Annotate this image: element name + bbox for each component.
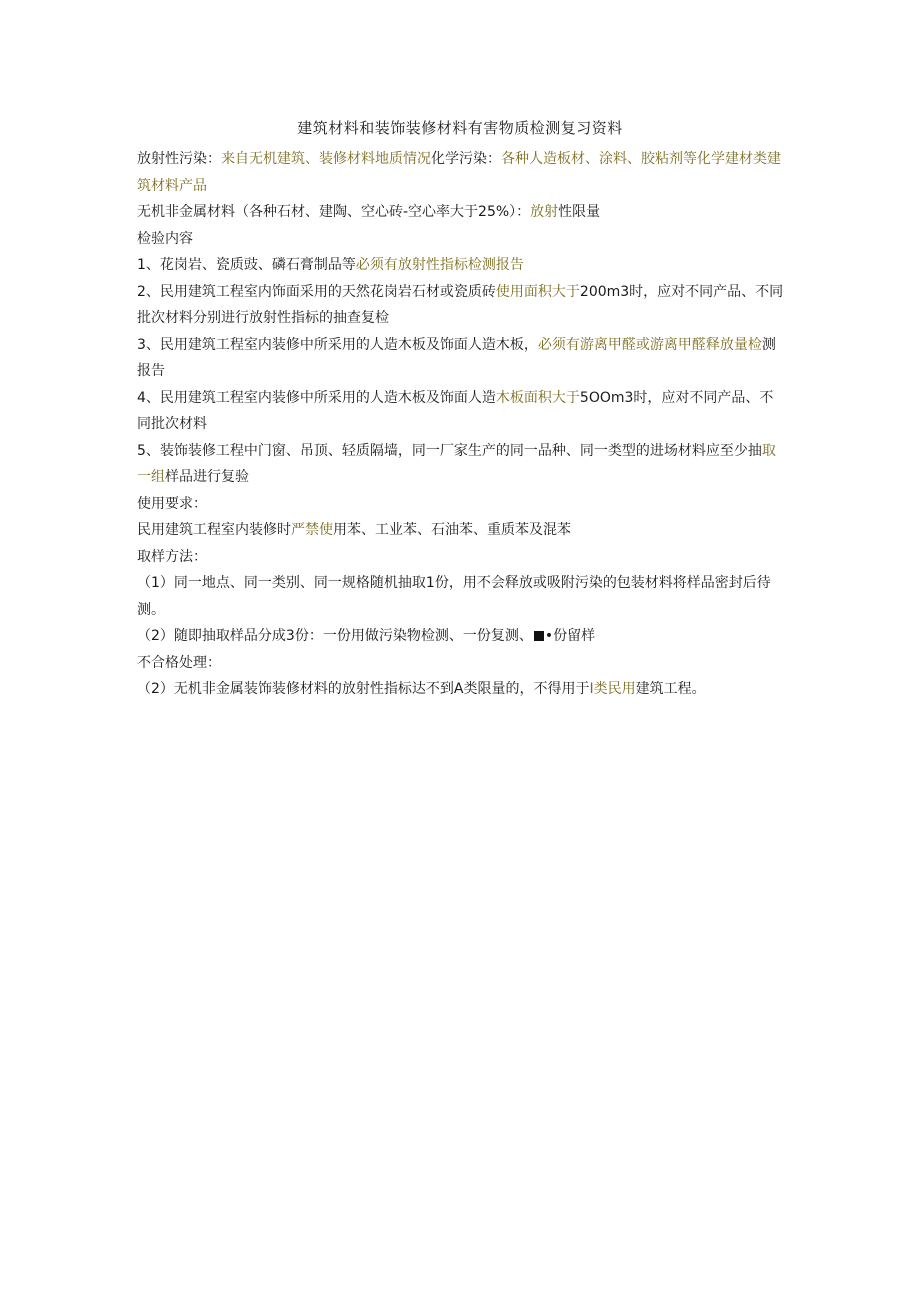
text-inorganic: 无机非金属材料（各种石材、建陶、空心砖-空心率大于25%）： xyxy=(137,204,531,220)
document-body xyxy=(137,146,787,703)
text-item-2a: 2、民用建筑工程室内饰面采用的天然花岗岩石材或瓷质砖 xyxy=(137,283,496,300)
highlight-item-3: 必须有游离甲醛或游离甲醛释放量检 xyxy=(537,336,762,353)
paragraph-usage xyxy=(137,517,787,544)
text-nonconformity-a: （2）无机非金属装饰装修材料的放射性指标达不到A类限量的，不得用于 xyxy=(137,681,590,697)
text-item-4b: 5OOm3时，应对不同产品、不同批次材料 xyxy=(137,389,774,432)
text-item-1: 1、花岗岩、瓷质豉、磷石膏制品等 xyxy=(137,257,356,273)
highlight-item-5: 取一组 xyxy=(137,442,776,485)
paragraph-radioactive-pollution xyxy=(137,146,787,199)
highlight-item-4: 木板面积大于 xyxy=(495,389,580,406)
highlight-nonconformity: I类民用 xyxy=(589,681,636,697)
text-sampling-2-end: •份留样 xyxy=(544,628,596,644)
paragraph-item-3 xyxy=(137,332,787,385)
heading-inspection-content: 检验内容 xyxy=(137,230,193,247)
text-usage-b: 用苯、工业苯、石油苯、重质苯及混苯 xyxy=(333,522,571,538)
highlight-radioactive: 放射 xyxy=(530,204,559,220)
highlight-item-1: 必须有放射性指标检测报告 xyxy=(355,257,524,273)
highlight-item-2: 使用面积大于 xyxy=(495,283,580,300)
highlight-chemical-source: 各种人造板材、涂料、胶粘剂等化学建材类建筑材料产品 xyxy=(137,151,781,194)
highlight-radioactive-source: 来自无机建筑、装修材料地质情况 xyxy=(221,151,431,167)
paragraph-item-2 xyxy=(137,279,787,332)
text-item-4a: 4、民用建筑工程室内装修中所采用的人造木板及饰面人造 xyxy=(137,389,496,406)
paragraph-sampling-2 xyxy=(137,623,787,650)
text-item-3a: 3、民用建筑工程室内装修中所采用的人造木板及饰面人造木板， xyxy=(137,336,538,353)
label-chemical: 化学污染： xyxy=(431,151,501,167)
text-item-2b: 200m3时，应对不同产品、不同批次材料分别进行放射性指标的抽查复检 xyxy=(137,283,784,326)
heading-sampling-method: 取样方法： xyxy=(137,548,207,565)
highlight-usage: 严禁使 xyxy=(291,522,333,538)
black-square-icon xyxy=(534,631,544,641)
paragraph-sampling-1: （1）同一地点、同一类别、同一规格随机抽取1份，用不会释放或吸附污染的包装材料将样品密封后待测。 xyxy=(137,575,771,618)
paragraph-item-4 xyxy=(137,385,787,438)
text-item-5a: 5、装饰装修工程中门窗、吊顶、轻质隔墙，同一厂家生产的同一品种、同一类型的进场材料应至少抽 xyxy=(137,442,762,459)
text-limit: 性限量 xyxy=(558,204,601,220)
paragraph-item-1 xyxy=(137,252,787,279)
text-item-3b: 测报告 xyxy=(137,336,776,379)
document-title: 建筑材料和装饰装修材料有害物质检测复习资料 xyxy=(297,119,623,137)
text-item-5b: 样品进行复验 xyxy=(165,469,249,485)
label-radioactive: 放射性污染： xyxy=(137,151,221,167)
paragraph-item-5 xyxy=(137,438,787,491)
text-usage-a: 民用建筑工程室内装修时 xyxy=(137,522,291,538)
text-nonconformity-b: 建筑工程。 xyxy=(635,681,706,697)
heading-usage-requirements: 使用要求： xyxy=(137,495,207,512)
paragraph-inorganic-materials xyxy=(137,199,787,226)
heading-nonconformity: 不合格处理： xyxy=(137,654,221,671)
text-sampling-2: （2）随即抽取样品分成3份：一份用做污染物检测、一份复测、 xyxy=(137,628,533,644)
paragraph-nonconformity xyxy=(137,676,787,703)
